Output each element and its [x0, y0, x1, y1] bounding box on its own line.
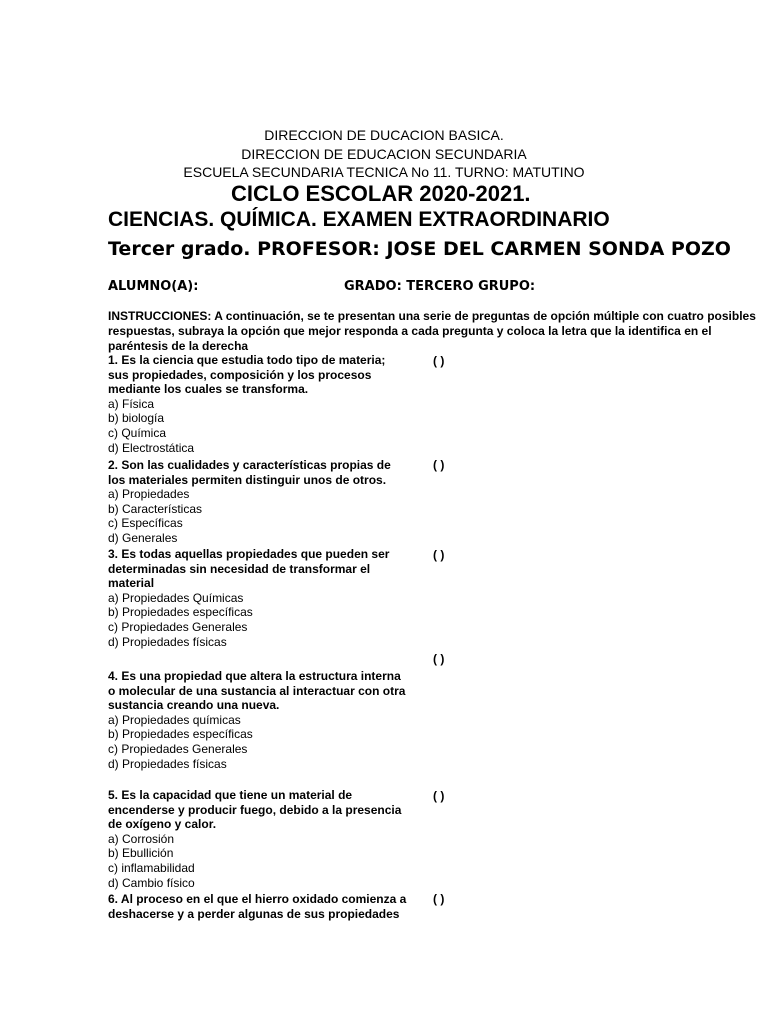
subject-title: CIENCIAS. QUÍMICA. EXAMEN EXTRAORDINARIO	[108, 208, 610, 231]
grade-field-label: GRADO: TERCERO GRUPO:	[344, 279, 536, 294]
header-line-1: DIRECCION DE DUCACION BASICA.	[264, 127, 504, 143]
option-c: c) Propiedades Generales	[108, 619, 248, 634]
question-text: 5. Es la capacidad que tiene un material de encenderse y producir fuego, debido a la presencia de oxígeno y calor.	[108, 788, 402, 832]
option-a: a) Propiedades Químicas	[108, 590, 244, 605]
question-4	[108, 669, 408, 771]
question-text: 2. Son las cualidades y características propias de los materiales permiten distinguir unos de otros.	[108, 458, 391, 487]
option-b: b) biología	[108, 411, 165, 426]
option-c: c) Química	[108, 425, 167, 440]
option-a: a) Propiedades químicas	[108, 712, 241, 727]
student-field-label: ALUMNO(A):	[108, 279, 199, 294]
question-2	[108, 458, 408, 546]
option-a: a) Física	[108, 396, 155, 411]
answer-paren-1: ( )	[433, 354, 445, 368]
question-text: 6. Al proceso en el que el hierro oxidado comienza a deshacerse y a perder algunas de sus propiedades	[108, 892, 407, 921]
cycle-title: CICLO ESCOLAR 2020-2021.	[231, 181, 531, 206]
question-text: 1. Es la ciencia que estudia todo tipo de materia; sus propiedades, composición y los procesos mediante los cuales se transforma.	[108, 353, 386, 397]
option-d: d) Cambio físico	[108, 875, 195, 890]
answer-paren-4: ( )	[433, 652, 445, 666]
answer-paren-3: ( )	[433, 548, 445, 562]
teacher-title: Tercer grado. PROFESOR: JOSE DEL CARMEN SONDA POZO	[108, 238, 731, 260]
question-text: 4. Es una propiedad que altera la estructura interna o molecular de una sustancia al interactuar con otra sustancia creando una nueva.	[108, 669, 406, 713]
option-b: b) Propiedades específicas	[108, 727, 253, 742]
instructions: INSTRUCCIONES: A continuación, se te presentan una serie de preguntas de opción múltiple con cuatro posibles respuestas, subraya la opción que mejor responda a cada pregunta y coloca la letra que la identifica en el paréntesis de la derecha	[108, 309, 756, 353]
option-d: d) Propiedades físicas	[108, 634, 227, 649]
answer-paren-5: ( )	[433, 789, 445, 803]
option-b: b) Ebullición	[108, 846, 174, 861]
option-a: a) Corrosión	[108, 831, 175, 846]
answer-paren-2: ( )	[433, 458, 445, 472]
option-a: a) Propiedades	[108, 487, 190, 502]
question-6	[108, 892, 408, 921]
question-3	[108, 547, 408, 649]
question-text: 3. Es todas aquellas propiedades que pueden ser determinadas sin necesidad de transformar el material	[108, 547, 390, 591]
header-line-2: DIRECCION DE EDUCACION SECUNDARIA	[241, 146, 527, 162]
question-5	[108, 788, 408, 890]
option-b: b) Características	[108, 501, 203, 516]
option-c: c) inflamabilidad	[108, 860, 195, 875]
header-line-3: ESCUELA SECUNDARIA TECNICA No 11. TURNO: MATUTINO	[183, 164, 585, 180]
option-c: c) Propiedades Generales	[108, 741, 248, 756]
question-1	[108, 353, 408, 455]
answer-paren-6: ( )	[433, 892, 445, 906]
option-d: d) Electrostática	[108, 440, 195, 455]
option-b: b) Propiedades específicas	[108, 605, 253, 620]
option-d: d) Propiedades físicas	[108, 756, 227, 771]
option-d: d) Generales	[108, 530, 178, 545]
option-c: c) Específicas	[108, 516, 183, 531]
